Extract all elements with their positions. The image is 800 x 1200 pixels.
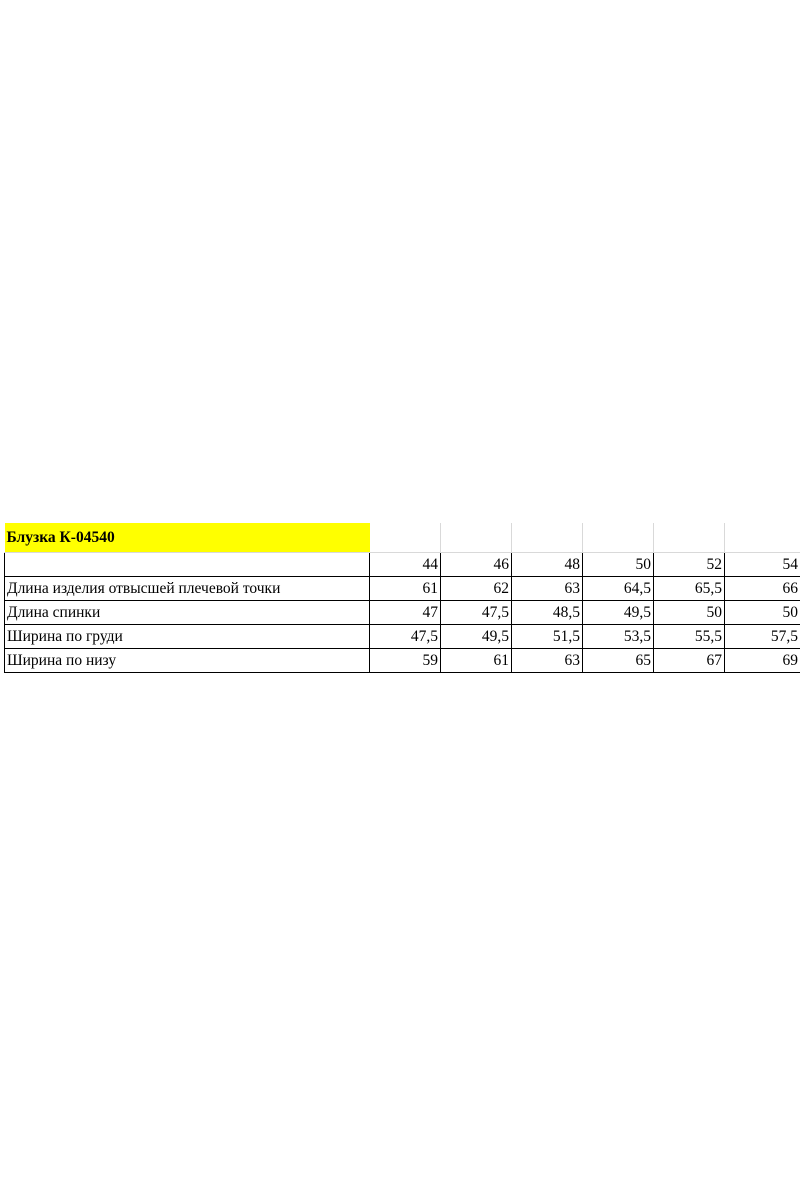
measure-cell[interactable]: 50: [725, 601, 800, 625]
measure-cell[interactable]: 50: [654, 601, 725, 625]
empty-cell[interactable]: [441, 523, 512, 553]
measure-cell[interactable]: 62: [441, 577, 512, 601]
row-label[interactable]: Длина изделия отвысшей плечевой точки: [5, 577, 370, 601]
measure-cell[interactable]: 55,5: [654, 625, 725, 649]
table-row: [5, 601, 800, 625]
row-label[interactable]: Ширина по низу: [5, 649, 370, 673]
size-header-cell[interactable]: 52: [654, 553, 725, 577]
size-header-cell[interactable]: 54: [725, 553, 800, 577]
measure-cell[interactable]: 61: [370, 577, 441, 601]
size-header-row: [5, 553, 800, 577]
size-header-cell[interactable]: 44: [370, 553, 441, 577]
empty-cell[interactable]: [583, 523, 654, 553]
product-title[interactable]: Блузка К-04540: [5, 523, 370, 553]
measure-cell[interactable]: 47: [370, 601, 441, 625]
row-label[interactable]: Ширина по груди: [5, 625, 370, 649]
measure-cell[interactable]: 48,5: [512, 601, 583, 625]
measure-cell[interactable]: 53,5: [583, 625, 654, 649]
measure-cell[interactable]: 61: [441, 649, 512, 673]
measure-cell[interactable]: 47,5: [370, 625, 441, 649]
measure-cell[interactable]: 51,5: [512, 625, 583, 649]
measure-cell[interactable]: 49,5: [583, 601, 654, 625]
measure-cell[interactable]: 49,5: [441, 625, 512, 649]
empty-cell[interactable]: [725, 523, 800, 553]
measure-cell[interactable]: 66: [725, 577, 800, 601]
measure-cell[interactable]: 47,5: [441, 601, 512, 625]
empty-cell[interactable]: [370, 523, 441, 553]
measure-cell[interactable]: 64,5: [583, 577, 654, 601]
size-header-cell[interactable]: 50: [583, 553, 654, 577]
empty-cell[interactable]: [654, 523, 725, 553]
size-header-cell[interactable]: 48: [512, 553, 583, 577]
table-row: [5, 649, 800, 673]
measure-cell[interactable]: 67: [654, 649, 725, 673]
header-corner-cell[interactable]: [5, 553, 370, 577]
spreadsheet: [4, 523, 800, 673]
measure-cell[interactable]: 65: [583, 649, 654, 673]
measure-cell[interactable]: 57,5: [725, 625, 800, 649]
measure-cell[interactable]: 59: [370, 649, 441, 673]
measure-cell[interactable]: 69: [725, 649, 800, 673]
measure-cell[interactable]: 63: [512, 649, 583, 673]
row-label[interactable]: Длина спинки: [5, 601, 370, 625]
size-header-cell[interactable]: 46: [441, 553, 512, 577]
table-row: [5, 577, 800, 601]
measure-cell[interactable]: 63: [512, 577, 583, 601]
title-row: [5, 523, 800, 553]
size-table: [4, 523, 800, 673]
table-row: [5, 625, 800, 649]
empty-cell[interactable]: [512, 523, 583, 553]
measure-cell[interactable]: 65,5: [654, 577, 725, 601]
